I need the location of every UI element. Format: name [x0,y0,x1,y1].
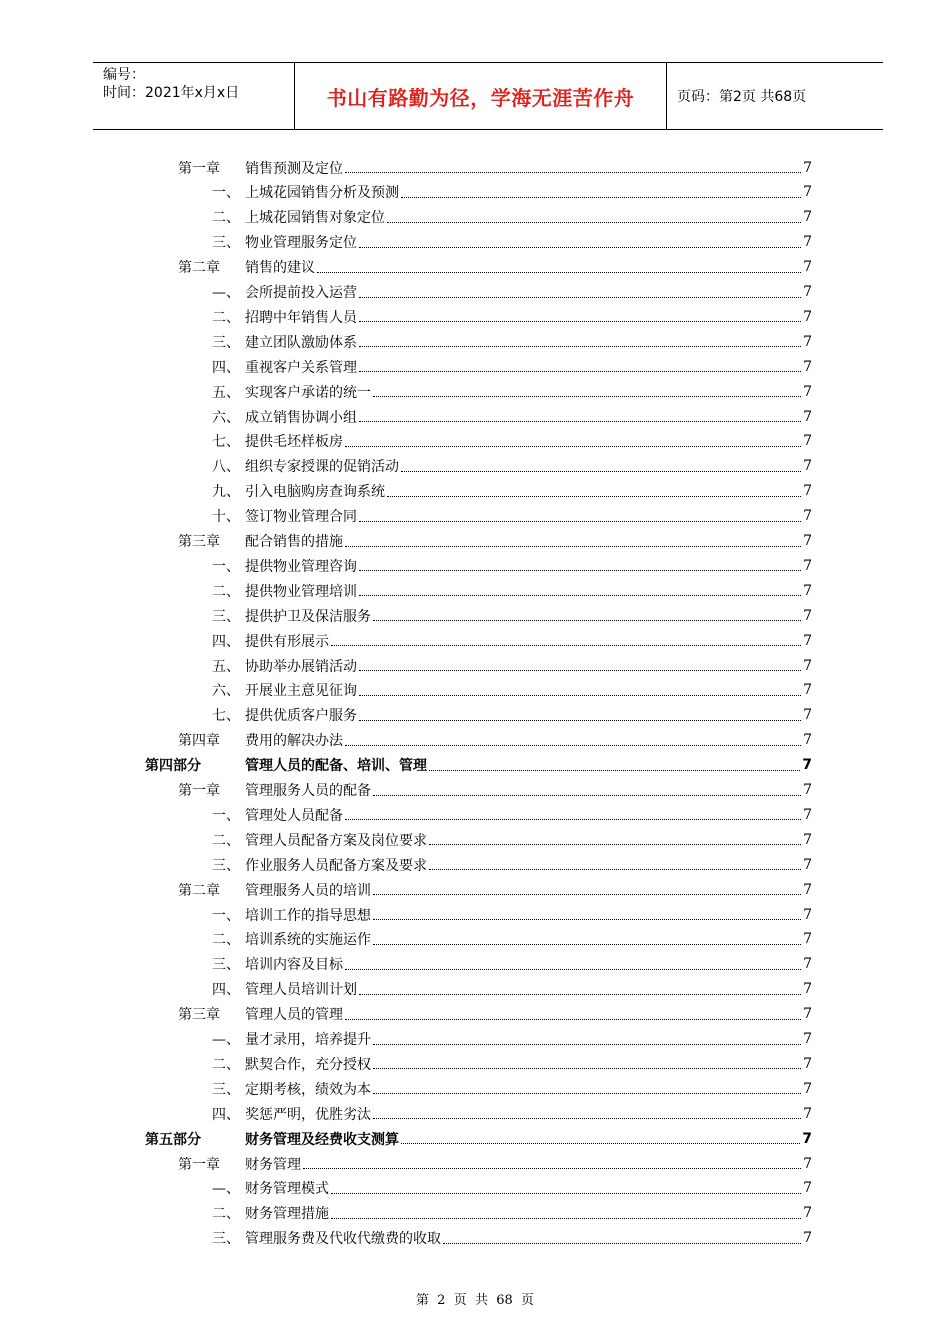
toc-entry-page: 7 [803,906,812,923]
toc-entry-number: 七、 [212,434,240,451]
toc-entry-number: 第一章 [178,160,220,177]
toc-entry-title: 协助举办展销活动 [245,658,357,675]
toc-leader-dots [345,1019,801,1020]
toc-entry-page: 7 [803,732,812,749]
toc-leader-dots [359,371,801,372]
toc-entry-page: 7 [803,259,812,276]
toc-entry-page: 7 [803,159,812,176]
toc-leader-dots [429,770,800,771]
toc-entry-number: 四、 [212,1106,240,1123]
toc-entry-item[interactable] [212,852,812,877]
toc-entry-item[interactable] [212,1076,812,1101]
toc-entry-title: 组织专家授课的促销活动 [245,459,399,476]
toc-leader-dots [359,670,801,671]
toc-entry-title: 签订物业管理合同 [245,509,357,526]
toc-entry-page: 7 [802,757,812,774]
toc-entry-page: 7 [803,284,812,300]
toc-leader-dots [359,570,801,571]
toc-entry-item[interactable] [212,827,812,852]
toc-entry-number: 三、 [212,235,240,252]
toc-entry-title: 管理处人员配备 [245,807,343,824]
toc-leader-dots [373,620,801,621]
toc-entry-item[interactable] [212,802,812,827]
toc-leader-dots [359,720,801,721]
toc-leader-dots [373,919,801,920]
toc-entry-title: 费用的解决办法 [245,733,343,750]
toc-entry-number: 一、 [212,185,240,202]
toc-entry-number: 一、 [212,907,240,924]
toc-entry-title: 成立销售协调小组 [245,409,357,426]
toc-entry-title: 财务管理措施 [245,1206,329,1223]
header-meta [93,63,295,129]
toc-entry-title: 定期考核，绩效为本 [245,1081,371,1098]
toc-entry-number: 三、 [212,1081,240,1098]
toc-entry-title: 物业管理服务定位 [245,235,357,252]
toc-entry-number: —、 [212,1032,240,1048]
toc-entry-number: 十、 [212,509,240,526]
toc-entry-number: 六、 [212,409,240,426]
toc-entry-page: 7 [803,308,812,325]
toc-entry-title: 管理服务费及代收代缴费的收取 [245,1231,441,1248]
toc-entry-title: 提供物业管理培训 [245,583,357,600]
toc-entry-title: 上城花园销售分析及预测 [245,185,399,202]
toc-leader-dots [359,321,801,322]
toc-entry-page: 7 [803,1031,812,1047]
page-header [93,62,883,130]
toc-leader-dots [387,496,801,497]
toc-entry-number: 二、 [212,1206,240,1223]
toc-leader-dots [443,1243,801,1244]
toc-entry-number: 二、 [212,932,240,949]
toc-entry-item[interactable] [212,354,812,379]
toc-entry-item[interactable] [212,1051,812,1076]
toc-entry-item[interactable] [212,180,812,205]
toc-leader-dots [331,1218,801,1219]
time-label: 时间：2021年x月x日 [103,85,240,101]
toc-entry-number: 六、 [212,683,240,700]
toc-entry-title: 培训内容及目标 [245,957,343,974]
toc-entry-title: 引入电脑购房查询系统 [245,484,385,501]
toc-entry-item[interactable] [212,703,812,728]
toc-entry-page: 7 [803,782,812,798]
toc-leader-dots [373,795,801,796]
toc-leader-dots [373,1044,801,1045]
toc-entry-page: 7 [803,358,812,375]
toc-entry-title: 提供物业管理咨询 [245,558,357,575]
toc-entry-chapter[interactable] [178,877,812,902]
toc-entry-title: 财务管理模式 [245,1181,329,1198]
toc-entry-page: 7 [803,1105,812,1122]
toc-entry-item[interactable] [212,902,812,927]
toc-entry-title: 实现客户承诺的统一 [245,384,371,401]
toc-entry-chapter[interactable] [178,1002,812,1027]
toc-entry-number: 三、 [212,857,240,874]
toc-entry-number: 三、 [212,957,240,974]
toc-entry-page: 7 [803,931,812,948]
toc-entry-item[interactable] [212,454,812,479]
toc-leader-dots [429,869,801,870]
toc-entry-number: 四、 [212,982,240,999]
toc-leader-dots [429,844,801,845]
toc-entry-number: 三、 [212,608,240,625]
toc-entry-item[interactable] [212,578,812,603]
toc-leader-dots [387,222,801,223]
toc-entry-title: 提供护卫及保洁服务 [245,608,371,625]
toc-entry-page: 7 [803,1230,812,1247]
toc-leader-dots [401,197,801,198]
toc-entry-number: 九、 [212,484,240,501]
toc-entry-title: 上城花园销售对象定位 [245,210,385,227]
toc-entry-number: 第三章 [178,534,220,550]
toc-entry-page: 7 [802,1130,812,1147]
toc-entry-page: 7 [803,557,812,574]
toc-entry-item[interactable] [212,429,812,454]
toc-leader-dots [373,1093,801,1094]
toc-entry-chapter[interactable] [178,778,812,803]
toc-entry-page: 7 [803,184,812,201]
toc-entry-page: 7 [803,806,812,823]
toc-entry-page: 7 [803,333,812,350]
toc-leader-dots [359,421,801,422]
toc-entry-title: 奖惩严明，优胜劣汰 [245,1106,371,1123]
toc-entry-page: 7 [803,383,812,400]
toc-entry-item[interactable] [212,1226,812,1251]
toc-leader-dots [359,297,801,298]
toc-entry-title: 建立团队激励体系 [245,334,357,351]
toc-leader-dots [303,1168,801,1169]
toc-entry-number: 二、 [212,309,240,326]
toc-entry-chapter[interactable] [178,728,812,753]
toc-entry-page: 7 [803,209,812,226]
toc-entry-part[interactable] [145,753,812,778]
toc-entry-number: 五、 [212,658,240,675]
toc-entry-page: 7 [803,607,812,624]
toc-leader-dots [345,819,801,820]
toc-entry-number: 二、 [212,832,240,849]
toc-leader-dots [401,471,801,472]
toc-entry-page: 7 [803,856,812,873]
toc-entry-item[interactable] [212,628,812,653]
toc-entry-title: 管理服务人员的配备 [245,783,371,799]
toc-entry-title: 配合销售的措施 [245,534,343,550]
toc-leader-dots [317,272,801,273]
toc-leader-dots [359,521,801,522]
toc-leader-dots [345,446,801,447]
toc-entry-title: 招聘中年销售人员 [245,309,357,326]
toc-entry-title: 作业服务人员配备方案及要求 [245,857,427,874]
toc-entry-number: 五、 [212,384,240,401]
toc-entry-number: 第二章 [178,260,220,277]
toc-entry-item[interactable] [212,603,812,628]
toc-entry-number: 一、 [212,558,240,575]
toc-entry-number: 二、 [212,210,240,227]
toc-entry-number: 第三章 [178,1007,220,1024]
toc-entry-page: 7 [803,234,812,251]
toc-entry-page: 7 [803,956,812,973]
toc-entry-item[interactable] [212,329,812,354]
toc-leader-dots [373,1118,801,1119]
toc-entry-item[interactable] [212,1201,812,1226]
toc-entry-number: 四、 [212,633,240,650]
toc-entry-number: 二、 [212,1056,240,1073]
toc-entry-item[interactable] [212,304,812,329]
toc-entry-title: 量才录用，培养提升 [245,1032,371,1048]
toc-entry-item[interactable] [212,1101,812,1126]
toc-leader-dots [401,1143,800,1144]
toc-entry-item[interactable] [212,230,812,255]
toc-leader-dots [345,969,801,970]
toc-entry-chapter[interactable] [178,255,812,280]
toc-leader-dots [373,894,801,895]
toc-leader-dots [359,346,801,347]
toc-entry-title: 开展业主意见征询 [245,683,357,700]
toc-entry-page: 7 [803,682,812,699]
toc-entry-number: 二、 [212,583,240,600]
page-footer [0,1289,950,1308]
toc-entry-page: 7 [803,707,812,724]
toc-leader-dots [331,645,801,646]
toc-leader-dots [345,745,801,746]
toc-entry-number: 三、 [212,1231,240,1248]
toc-leader-dots [359,247,801,248]
toc-entry-page: 7 [803,1080,812,1097]
toc-entry-title: 财务管理及经费收支测算 [245,1131,399,1148]
toc-entry-title: 重视客户关系管理 [245,359,357,376]
toc-entry-item[interactable] [212,404,812,429]
toc-entry-page: 7 [803,433,812,450]
toc-entry-item[interactable] [212,977,812,1002]
toc-entry-chapter[interactable] [178,155,812,180]
toc-entry-title: 管理服务人员的培训 [245,882,371,899]
toc-leader-dots [359,695,801,696]
toc-entry-page: 7 [803,1205,812,1222]
toc-entry-title: 提供毛坯样板房 [245,434,343,451]
toc-entry-page: 7 [803,483,812,500]
toc-entry-number: 第五部分 [145,1131,201,1148]
toc-leader-dots [331,1193,801,1194]
toc-entry-title: 提供优质客户服务 [245,708,357,725]
toc-entry-title: 财务管理 [245,1156,301,1173]
toc-entry-number: 第四章 [178,733,220,750]
toc-entry-item[interactable] [212,1027,812,1052]
toc-entry-item[interactable] [212,927,812,952]
toc-entry-title: 管理人员的管理 [245,1007,343,1024]
toc-entry-item[interactable] [212,379,812,404]
toc-entry-title: 会所提前投入运营 [245,285,357,301]
toc-entry-page: 7 [803,657,812,674]
toc-entry-title: 管理人员培训计划 [245,982,357,999]
toc-entry-page: 7 [803,1180,812,1197]
toc-entry-number: 八、 [212,459,240,476]
toc-leader-dots [359,994,801,995]
toc-entry-number: 第一章 [178,1156,220,1173]
toc-entry-page: 7 [803,508,812,525]
toc-entry-page: 7 [803,582,812,599]
toc-entry-item[interactable] [212,678,812,703]
toc-leader-dots [373,1068,801,1069]
toc-entry-item[interactable] [212,205,812,230]
toc-entry-number: 四、 [212,359,240,376]
toc-entry-page: 7 [803,831,812,848]
toc-entry-page: 7 [803,458,812,475]
toc-entry-number: 三、 [212,334,240,351]
header-motto: 书山有路勤为径，学海无涯苦作舟 [295,63,667,129]
toc-entry-page: 7 [803,1155,812,1172]
toc-entry-item[interactable] [212,479,812,504]
toc-leader-dots [345,546,801,547]
toc-entry-part[interactable] [145,1126,812,1151]
toc-entry-page: 7 [803,533,812,549]
toc-leader-dots [359,595,801,596]
toc-entry-number: 第四部分 [145,758,201,775]
toc-entry-number: —、 [212,285,240,301]
toc-entry-item[interactable] [212,1176,812,1201]
toc-entry-page: 7 [803,1055,812,1072]
toc-entry-number: 第一章 [178,783,220,799]
toc-entry-chapter[interactable] [178,529,812,554]
toc-entry-page: 7 [803,1006,812,1023]
toc-leader-dots [345,172,801,173]
toc-entry-title: 销售的建议 [245,260,315,277]
toc-entry-item[interactable] [212,553,812,578]
toc-entry-title: 培训系统的实施运作 [245,932,371,949]
header-page-info: 页码：第2页 共68页 [677,89,807,105]
toc-entry-item[interactable] [212,653,812,678]
toc-entry-number: 七、 [212,708,240,725]
toc-entry-item[interactable] [212,280,812,305]
toc-entry-page: 7 [803,632,812,649]
toc-entry-chapter[interactable] [178,1151,812,1176]
serial-label: 编号： [103,67,145,83]
toc-entry-title: 培训工作的指导思想 [245,907,371,924]
toc-entry-page: 7 [803,981,812,998]
toc-entry-title: 提供有形展示 [245,633,329,650]
toc-leader-dots [373,944,801,945]
toc-entry-title: 管理人员配备方案及岗位要求 [245,832,427,849]
toc-entry-title: 销售预测及定位 [245,160,343,177]
toc-entry-page: 7 [803,881,812,898]
toc-entry-item[interactable] [212,504,812,529]
toc-entry-number: —、 [212,1181,240,1198]
toc-leader-dots [373,396,801,397]
footer-page-number: 第 2 页 共 68 页 [415,1293,535,1308]
toc-entry-title: 管理人员的配备、培训、管理 [245,758,427,775]
toc-entry-page: 7 [803,408,812,425]
toc-entry-item[interactable] [212,952,812,977]
toc-entry-title: 默契合作，充分授权 [245,1056,371,1073]
toc-entry-number: 第二章 [178,882,220,899]
toc-entry-number: 一、 [212,807,240,824]
